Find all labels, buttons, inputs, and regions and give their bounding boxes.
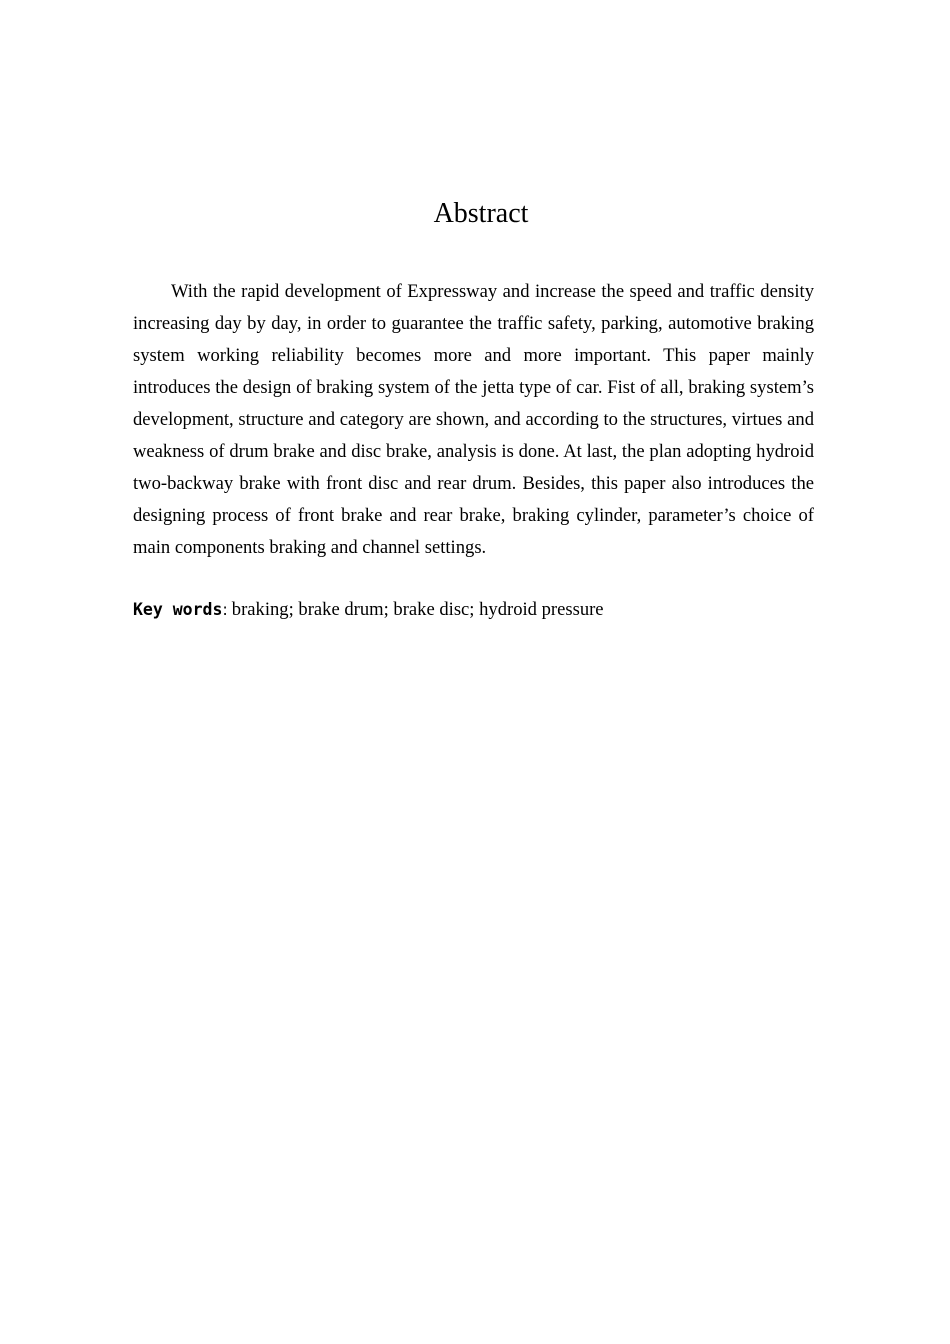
keywords-value: braking; brake drum; brake disc; hydroid pressure xyxy=(231,599,604,620)
abstract-paragraph: With the rapid development of Expressway and increase the speed and traffic density increasing day by day, in order to guarantee the traffic safety, parking, automotive braking system working reliability becomes more and more important. This paper mainly introduces the design of braking system of the jetta type of car. Fist of all, braking system’s development, structure and category are shown, and according to the structures, virtues and weakness of drum brake and disc brake, analysis is done. At last, the plan adopting hydroid two-backway brake with front disc and rear drum. Besides, this paper also introduces the designing process of front brake and rear brake, braking cylinder, parameter’s choice of main components braking and channel settings. xyxy=(133,281,814,558)
keywords-label: Key words xyxy=(133,600,223,619)
keywords-separator: : xyxy=(222,600,228,619)
page-title: Abstract xyxy=(433,198,529,229)
keywords-line xyxy=(133,596,814,624)
